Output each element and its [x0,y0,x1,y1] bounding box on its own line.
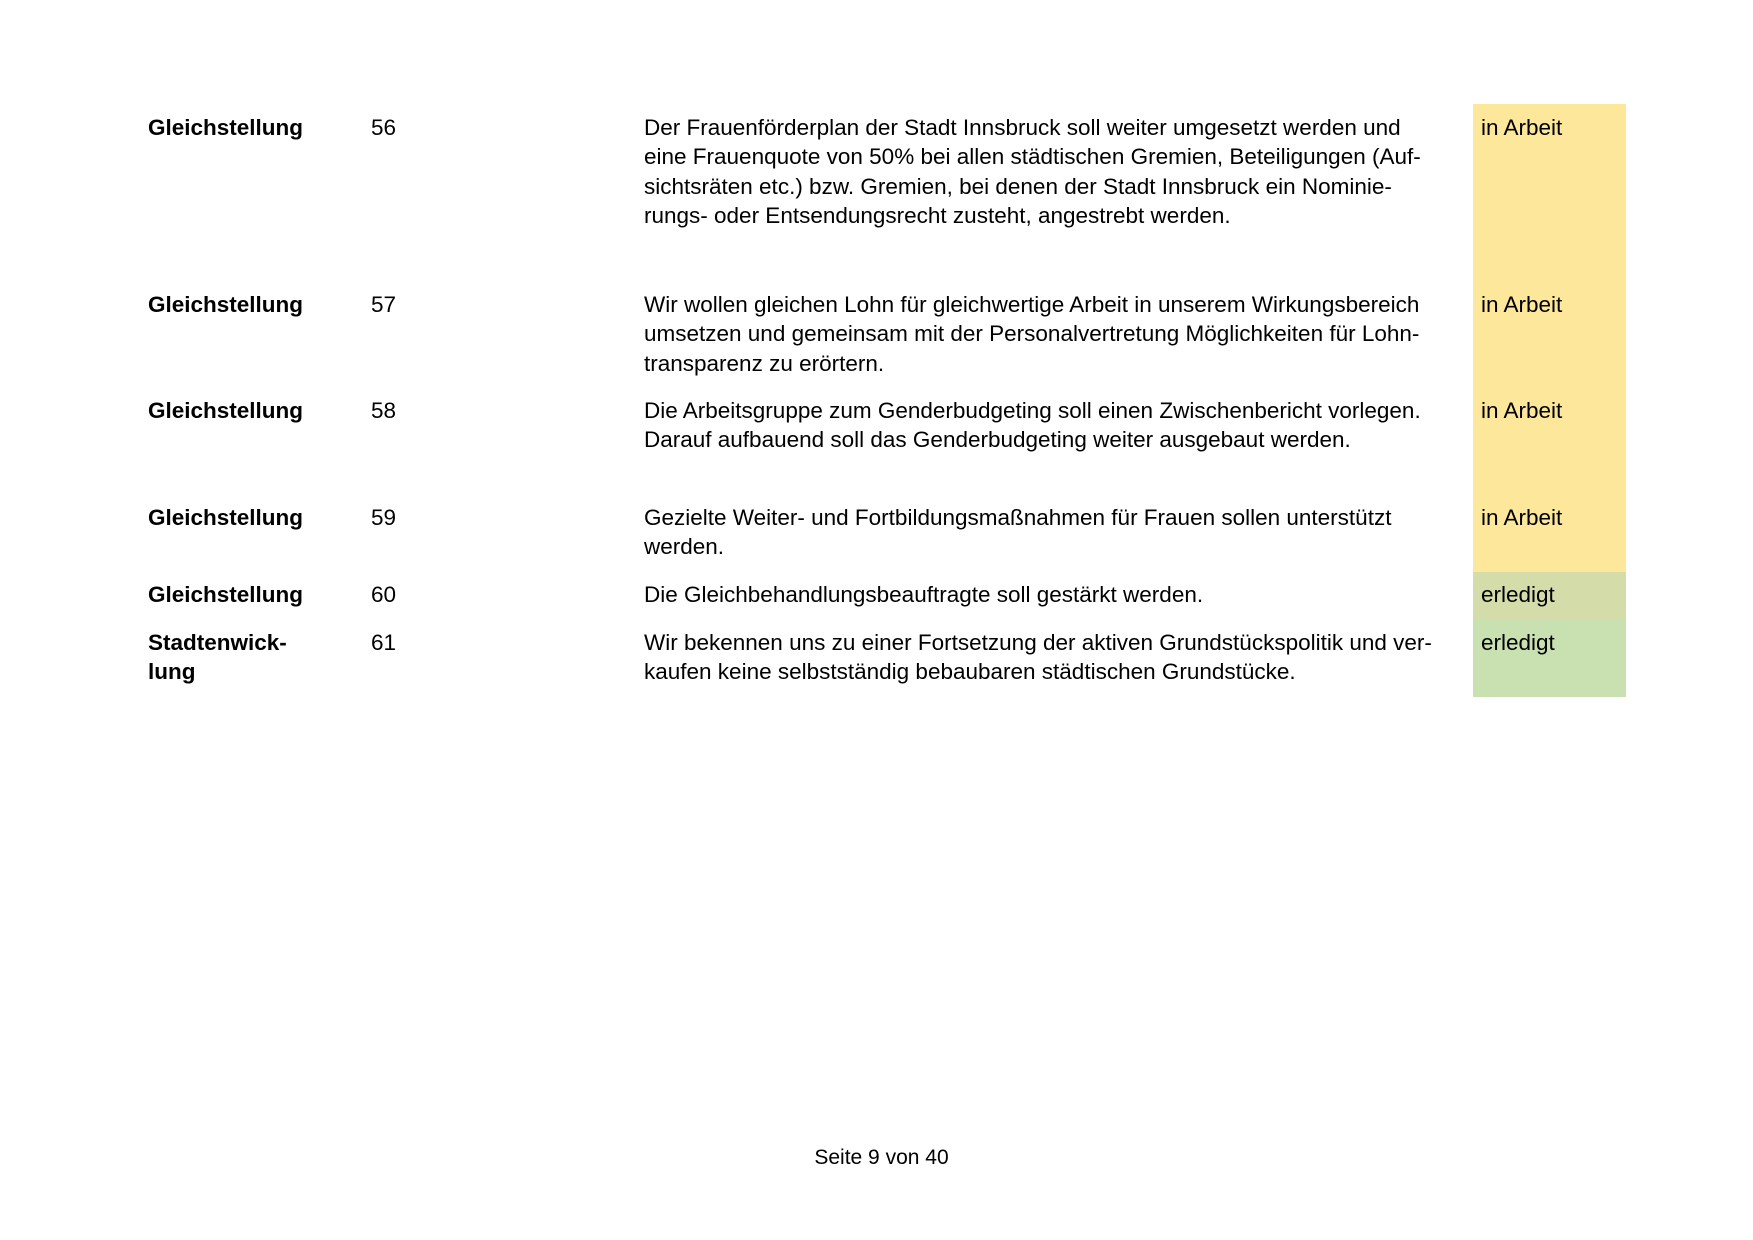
row-number: 60 [371,582,397,607]
row-category: Gleichstellung [148,115,304,140]
row-status: erledigt [1481,630,1555,655]
page-number-footer: Seite 9 von 40 [814,1146,949,1169]
row-number: 59 [371,505,397,530]
row-text-line: werden. [644,534,725,560]
status-bg-in-arbeit [1473,104,1626,572]
row-text-line: transparenz zu erörtern. [644,350,885,376]
row-category-line: lung [148,659,196,685]
row-text-line: sichtsräten etc.) bzw. Gremien, bei denen der Stadt Innsbruck ein Nominie- [644,173,1392,199]
row-category: Gleichstellung [148,582,304,607]
row-number: 58 [371,398,397,423]
row-text [644,290,1464,378]
row-text-line: kaufen keine selbstständig bebaubaren städtischen Grundstücke. [644,659,1296,685]
row-text [644,503,1464,562]
row-text [644,580,1464,609]
row-category [148,628,318,687]
row-text-line: Die Arbeitsgruppe zum Genderbudgeting soll einen Zwischenbericht vorlegen. [644,398,1421,423]
row-category: Gleichstellung [148,398,304,423]
row-text [644,113,1464,230]
row-text-line: Gezielte Weiter- und Fortbildungsmaßnahmen für Frauen sollen unterstützt [644,505,1392,530]
row-status: in Arbeit [1481,115,1563,140]
row-status: in Arbeit [1481,398,1563,423]
row-number: 57 [371,292,397,317]
row-category-line: Stadtenwick- [148,630,287,655]
row-status: erledigt [1481,582,1555,607]
row-number: 56 [371,115,397,140]
row-text-line: Wir bekennen uns zu einer Fortsetzung der aktiven Grundstückspolitik und ver- [644,630,1432,655]
row-category: Gleichstellung [148,292,304,317]
row-text-line: Der Frauenförderplan der Stadt Innsbruck soll weiter umgesetzt werden und [644,115,1401,140]
row-text-line: rungs- oder Entsendungsrecht zusteht, angestrebt werden. [644,202,1231,228]
row-text [644,628,1464,687]
row-text [644,396,1464,455]
row-status: in Arbeit [1481,505,1563,530]
row-text-line: eine Frauenquote von 50% bei allen städtischen Gremien, Beteiligungen (Auf- [644,144,1421,170]
row-text-line: Wir wollen gleichen Lohn für gleichwertige Arbeit in unserem Wirkungsbereich [644,292,1420,317]
row-number: 61 [371,630,397,655]
row-status: in Arbeit [1481,292,1563,317]
row-category: Gleichstellung [148,505,304,530]
row-text-line: Darauf aufbauend soll das Genderbudgeting weiter ausgebaut werden. [644,427,1351,453]
row-text-line: Die Gleichbehandlungsbeauftragte soll gestärkt werden. [644,582,1204,607]
row-text-line: umsetzen und gemeinsam mit der Personalvertretung Möglichkeiten für Lohn- [644,321,1420,347]
